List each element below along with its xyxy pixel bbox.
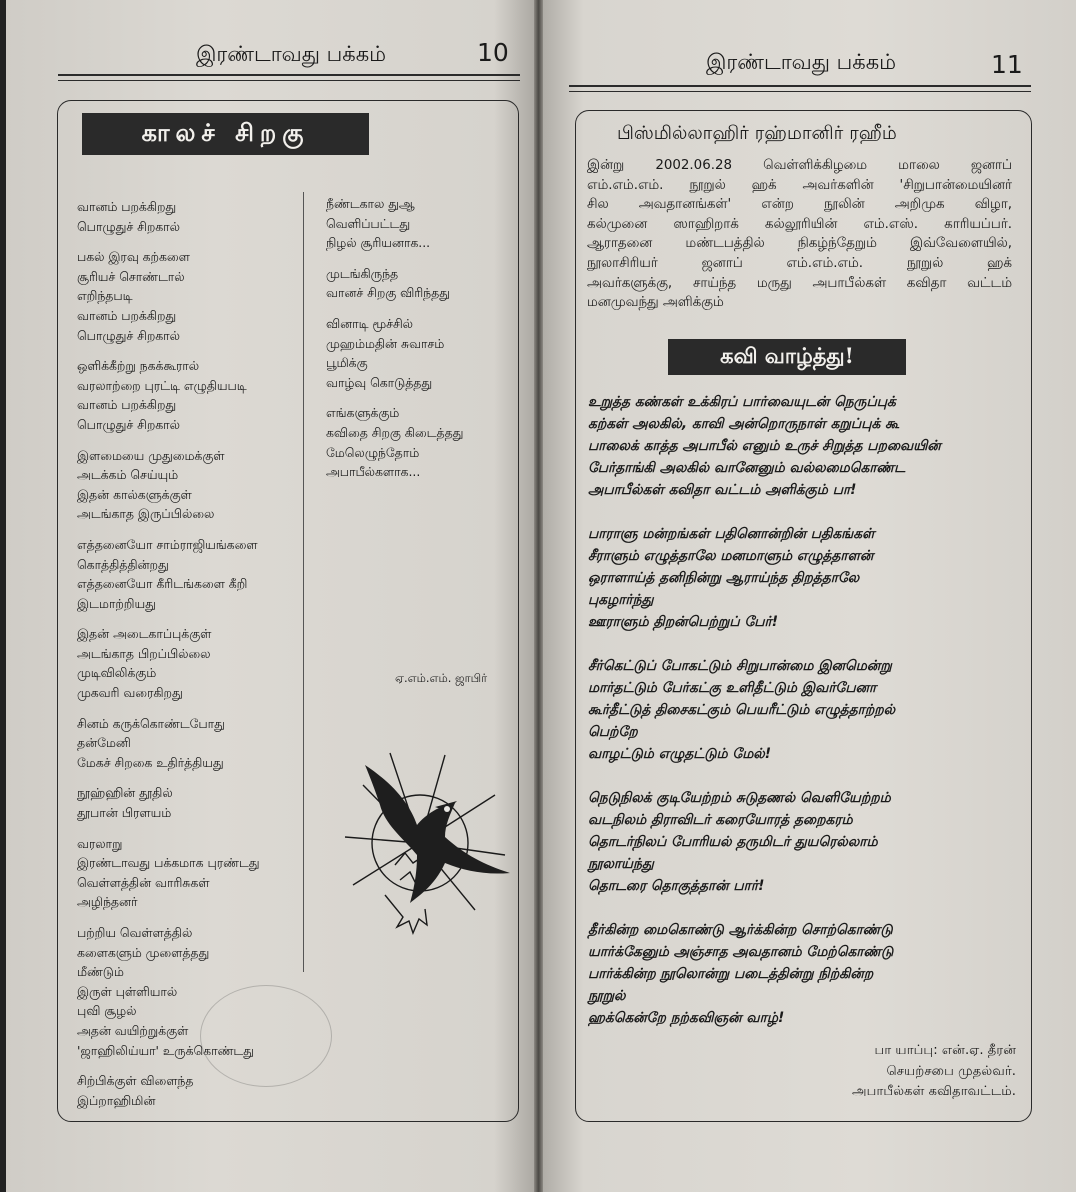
poem-column-1 [77, 197, 259, 1121]
verse-line: மார்தட்டும் பேர்கட்கு உளிதீட்டும் இவர்பேனா [588, 680, 877, 696]
text-line: சில அவதானங்கள்' என்ற நூலின் அறிமுக விழா, [587, 197, 1012, 213]
verse-line: யார்க்கேனும் அஞ்சாத அவதானம் மேற்கொண்டு [588, 944, 894, 960]
verse-line: பாராளு மன்றங்கள் பதினொன்றின் பதிகங்கள் [588, 526, 875, 542]
verse-line: அதன் வயிற்றுக்குள் [77, 1022, 189, 1038]
verse-line: பாலைக் காத்த அபாபீல் எனும் உருச் சிறுத்த பறவையின் [588, 438, 941, 454]
stanza [77, 535, 259, 613]
verse-line: வெள்ளத்தின் வாரிசுகள் [77, 874, 210, 890]
signature-block [780, 1041, 1016, 1103]
verse-line: பெற்றே [588, 724, 638, 740]
stanza [588, 787, 941, 897]
verse-line: பூமிக்கு [326, 355, 368, 371]
verse-line: சினம் கருக்கொண்டபோது [77, 715, 225, 731]
stanza [77, 247, 259, 345]
verse-line: தொடர்நிலப் போரியல் தருமிடர் துயரெல்லாம் [588, 834, 878, 850]
right-running-head: இரண்டாவது பக்கம் [706, 50, 897, 74]
stanza [77, 356, 259, 434]
stanza [588, 391, 941, 501]
verse-line: வடநிலம் திராவிடர் கரையோரத் தறைகரம் [588, 812, 853, 828]
verse-line: வானம் பறக்கிறது [77, 199, 177, 214]
verse-line: தீர்கின்ற மைகொண்டு ஆர்க்கின்ற சொற்கொண்டு [588, 922, 893, 938]
verse-line: வானம் பறக்கிறது [77, 397, 177, 413]
verse-line: இதன் கால்களுக்குள் [77, 486, 192, 502]
verse-line: வரலாற்றை புரட்டி எழுதியபடி [77, 377, 247, 393]
verse-line: பார்க்கின்ற நூலொன்று படைத்தின்று நிற்கின்ற [588, 966, 874, 982]
verse-line: நூறுல் [588, 988, 626, 1004]
verse-line: களைகளும் முளைத்தது [77, 944, 210, 960]
verse-line: எத்தனையோ கீரிடங்களை கீறி [77, 576, 248, 592]
column-divider [303, 192, 304, 972]
verse-line: வாழட்டும் எழுதட்டும் மேல்! [588, 746, 772, 762]
right-header-rule-2 [569, 91, 1031, 92]
verse-line: இடமாற்றியது [77, 595, 156, 611]
verse-line: பகல் இரவு கற்களை [77, 249, 190, 265]
verse-line: வினாடி மூச்சில் [326, 315, 413, 331]
stanza [588, 655, 941, 765]
verse-line: ஊராளும் திறன்பெற்றுப் பேர்! [588, 614, 779, 630]
right-header-rule [569, 85, 1031, 87]
verse-line: சீர்கெட்டுப் போகட்டும் சிறுபான்மை இனமென்று [588, 658, 892, 674]
verse-line: வரலாறு [77, 835, 123, 851]
verse-line: இளமையை முதுமைக்குள் [77, 447, 225, 463]
tribute-verse [588, 391, 941, 1051]
verse-line: வெளிப்பட்டது [326, 215, 411, 231]
verse-line: பற்றிய வெள்ளத்தில் [77, 925, 193, 940]
verse-line: வானச் சிறகு விரிந்தது [326, 285, 450, 301]
text-line: ஆராதனை மண்டபத்தில் நிகழ்ந்தேறும் இவ்வேளையில், [587, 236, 1012, 252]
verse-line: கவிதை சிறகு கிடைத்தது [326, 424, 464, 440]
stanza [588, 919, 941, 1029]
verse-line: அடங்காத இருப்பில்லை [77, 506, 215, 522]
verse-line: சூரியச் சொண்டால் [77, 268, 185, 284]
verse-line: சிற்பிக்குள் விளைந்த [77, 1073, 194, 1089]
verse-line: புவி சூழல் [77, 1003, 137, 1019]
book-spine [534, 0, 543, 1192]
verse-line: ஹக்கென்றே நற்கவிஞன் வாழ்! [588, 1010, 785, 1026]
verse-line: இரண்டாவது பக்கமாக புரண்டது [77, 855, 260, 871]
verse-line: கற்கள் அலகில், காவி அன்றொருநாள் கறுப்புக் கூ [588, 416, 899, 432]
text-line: நூலாசிரியர் ஜனாப் எம்.எம்.எம். நூறுல் ஹக் [587, 255, 1012, 271]
verse-line: ஒராளாய்த் தனிநின்று ஆராய்ந்த திறத்தாலே [588, 570, 860, 586]
text-line: பா யாப்பு: என்.ஏ. தீரன் [874, 1043, 1016, 1058]
stanza [77, 834, 259, 912]
stanza [326, 314, 463, 392]
poem-column-2 [326, 194, 463, 493]
left-header-rule-2 [58, 80, 520, 81]
verse-line: நிழல் சூரியனாக... [326, 235, 431, 251]
verse-line: பொழுதுச் சிறகால் [77, 327, 180, 343]
poem-title: காலச் சிறகு [82, 113, 369, 155]
text-line: மனமுவந்து அளிக்கும் [587, 295, 724, 311]
verse-line: பேர்தாங்கி அலகில் வானேனும் வல்லமைகொண்ட [588, 460, 906, 476]
verse-line: முடங்கிருந்த [326, 265, 399, 281]
bismillah-heading: பிஸ்மில்லாஹிர் ரஹ்மானிர் ரஹீம் [617, 123, 897, 144]
verse-line: இப்றாஹிமின் [77, 1092, 156, 1108]
verse-line: மேகச் சிறகை உதிர்த்தியது [77, 754, 224, 770]
bird-illustration-icon [325, 745, 520, 935]
verse-line: தன்மேனி [77, 735, 131, 751]
verse-line: எங்களுக்கும் [326, 405, 400, 421]
tribute-title: கவி வாழ்த்து! [668, 339, 906, 375]
verse-line: அழிந்தனர் [77, 894, 138, 910]
verse-line: அபாபீல்களாக... [326, 464, 421, 480]
verse-line: நெடுநிலக் குடியேற்றம் சுடுதணல் வெளியேற்றம் [588, 790, 891, 806]
text-line: எம்.எம்.எம். நூறுல் ஹக் அவர்களின் 'சிறுபான்மையினர் [587, 177, 1012, 193]
stanza [77, 197, 259, 236]
stanza [77, 783, 259, 822]
verse-line: பொழுதுச் சிறகால் [77, 416, 180, 432]
verse-line: 'ஜாஹிலிய்யா' உருக்கொண்டது [77, 1042, 254, 1058]
left-running-head: இரண்டாவது பக்கம் [196, 42, 387, 66]
verse-line: தூபான் பிரளயம் [77, 805, 172, 821]
verse-line: கூர்தீட்டுத் திசைகட்கும் பெயரீட்டும் எழுத்தாற்றல் [588, 702, 896, 718]
text-line: கல்முனை ஸாஹிறாக் கல்லூரியின் எம்.எஸ். காரியப்பர். [587, 216, 1012, 232]
right-page-number: 11 [991, 50, 1023, 79]
text-line: அவர்களுக்கு, சாய்ந்த மருது அபாபீல்கள் கவிதா வட்டம் [587, 275, 1012, 291]
text-line: இன்று 2002.06.28 வெள்ளிக்கிழமை மாலை ஜனாப் [587, 158, 1012, 173]
book-edge [0, 0, 6, 1192]
verse-line: கொத்தித்தின்றது [77, 556, 169, 572]
verse-line: தொடரை தொகுத்தான் பார்! [588, 878, 765, 894]
verse-line: நூஹ்ஹின் தூதில் [77, 785, 173, 801]
verse-line: உறுத்த கண்கள் உக்கிரப் பார்வையுடன் நெருப்புக் [588, 394, 896, 410]
verse-line: பொழுதுச் சிறகால் [77, 218, 180, 234]
verse-line: புகழார்ந்து [588, 592, 654, 608]
verse-line: அடக்கம் செய்யும் [77, 467, 179, 483]
text-line: செயற்சபை முதல்வர். [886, 1063, 1016, 1079]
verse-line: வானம் பறக்கிறது [77, 307, 177, 323]
verse-line: முடிவிலிக்கும் [77, 665, 157, 681]
verse-line: மீண்டும் [77, 964, 124, 980]
stanza [77, 446, 259, 524]
left-header-rule [58, 74, 520, 76]
stanza [326, 194, 463, 253]
faded-stamp [200, 985, 332, 1087]
verse-line: வாழ்வு கொடுத்தது [326, 374, 433, 390]
stanza [326, 403, 463, 481]
verse-line: மேலெழுந்தோம் [326, 444, 420, 460]
verse-line: அடங்காத பிறப்பில்லை [77, 645, 211, 661]
verse-line: நூலாய்ந்து [588, 856, 654, 872]
verse-line: ஒளிக்கீற்று நகக்கூரால் [77, 358, 200, 374]
verse-line: எறிந்தபடி [77, 288, 133, 304]
stanza [77, 714, 259, 773]
verse-line: முகவரி வரைகிறது [77, 685, 183, 701]
stanza [77, 624, 259, 702]
verse-line: நீண்டகால துஆ [326, 196, 415, 211]
intro-paragraph [587, 156, 1012, 313]
verse-line: முஹம்மதின் சுவாசம் [326, 335, 445, 351]
poem-author: ஏ.எம்.எம். ஜாபிர் [395, 671, 488, 685]
verse-line: எத்தனையோ சாம்ராஜியங்களை [77, 536, 258, 552]
stanza [326, 264, 463, 303]
verse-line: அபாபீல்கள் கவிதா வட்டம் அளிக்கும் பா! [588, 482, 857, 498]
verse-line: சீராளும் எழுத்தாலே மனமாளும் எழுத்தாளன் [588, 548, 874, 564]
text-line: அபாபீல்கள் கவிதாவட்டம். [852, 1084, 1016, 1099]
stanza [588, 523, 941, 633]
verse-line: இருள் புள்ளியால் [77, 983, 178, 999]
left-page-number: 10 [477, 38, 509, 67]
verse-line: இதன் அடைகாப்புக்குள் [77, 626, 212, 642]
